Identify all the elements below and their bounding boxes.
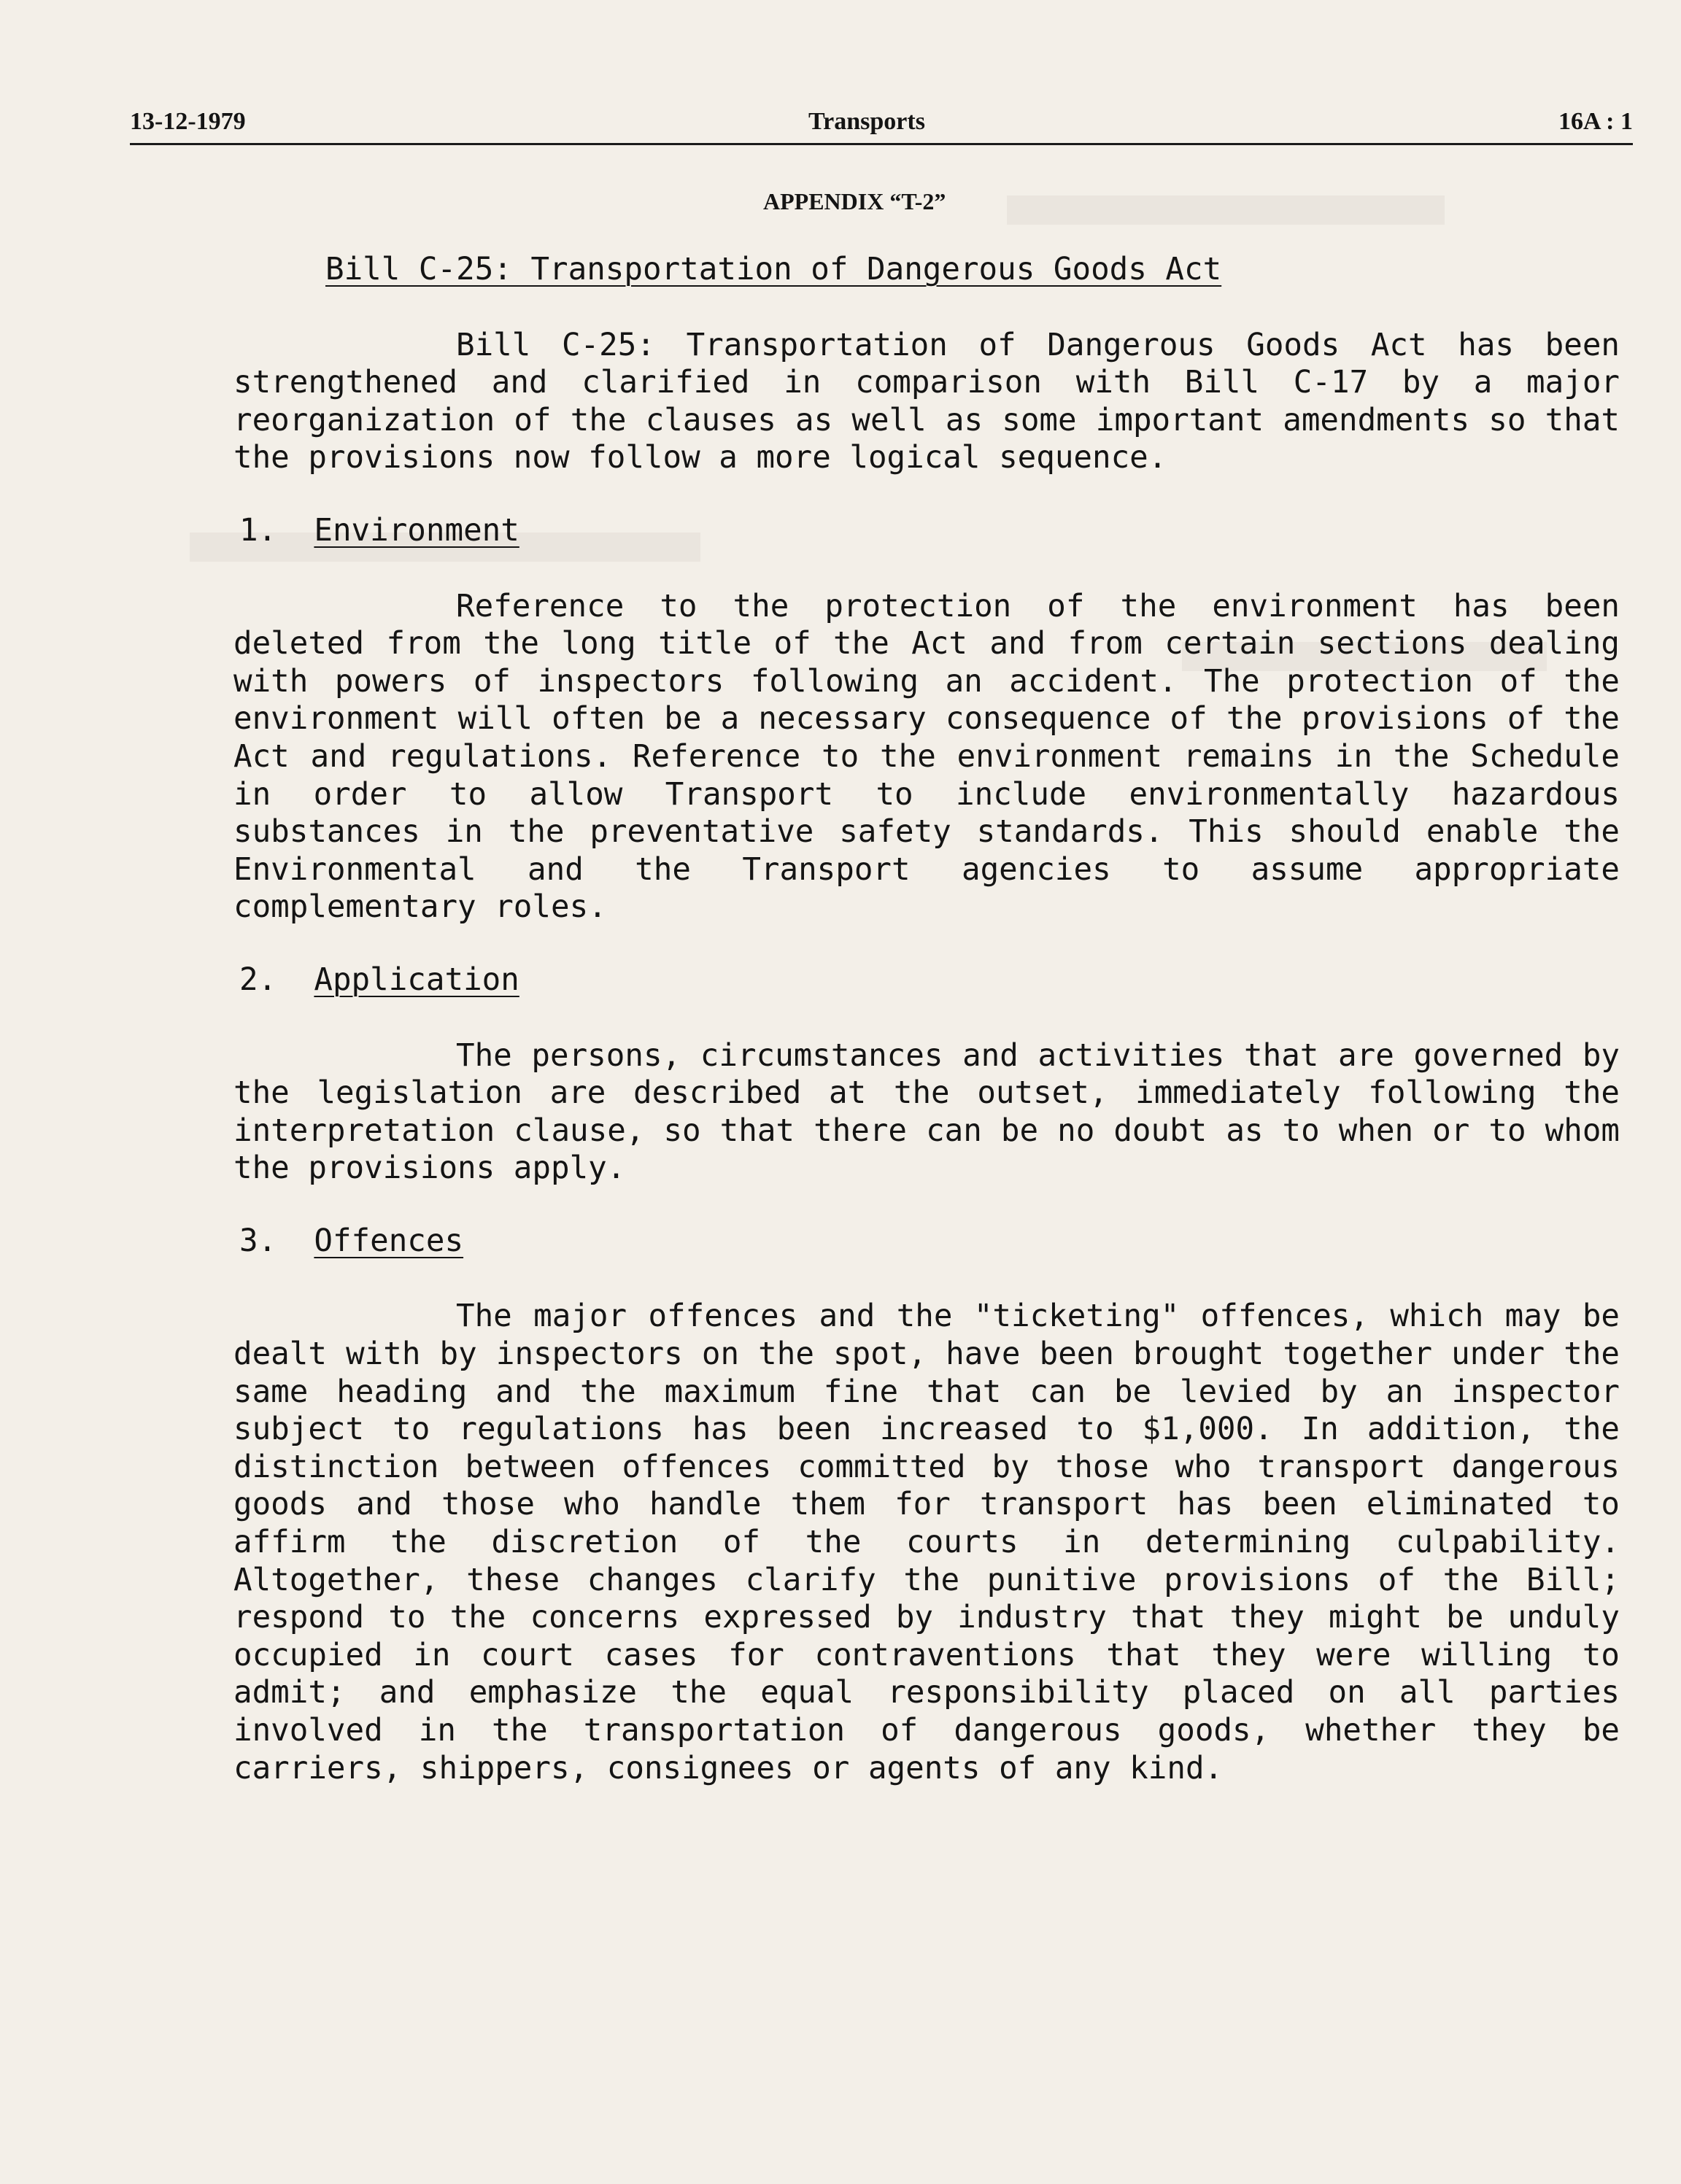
header-title: Transports (808, 108, 925, 135)
show-through-bar (1007, 195, 1445, 225)
section-number: 1. (239, 512, 277, 549)
section-title: Offences (314, 1223, 464, 1259)
appendix-label: APPENDIX “T-2” (763, 188, 946, 214)
section-offences (233, 1223, 1620, 1787)
header-date: 13-12-1979 (130, 108, 246, 135)
section-application (233, 961, 1620, 1188)
section-number: 3. (239, 1223, 277, 1259)
section-heading (239, 512, 1620, 550)
document-title: Bill C-25: Transportation of Dangerous Goods Act (325, 252, 1222, 287)
document-body (233, 251, 1620, 1787)
header-page-ref: 16A : 1 (1558, 108, 1633, 135)
section-number: 2. (239, 961, 277, 998)
section-paragraph: The persons, circumstances and activities that are governed by the legislation are described at the outset, immediately following the interpretation clause, so that there can be no doubt as to when or to whom the provisions apply. (233, 1037, 1620, 1187)
section-paragraph: The major offences and the "ticketing" offences, which may be dealt with by inspectors on the spot, have been brought together under the same heading and the maximum fine that can be levied by an inspector subject to regulations has been increased to $1,000. In addition, the distinction between offences committed by those who transport dangerous goods and those who handle them for transport has been eliminated to affirm the discretion of the courts in determining culpability. Altogether, these changes clarify the punitive provisions of the Bill; respond to the concerns expressed by industry that they might be unduly occupied in court cases for contraventions that they were willing to admit; and emphasize the equal responsibility placed on all parties involved in the transportation of dangerous goods, whether they be carriers, shippers, consignees or agents of any kind. (233, 1298, 1620, 1786)
section-title: Environment (314, 512, 519, 549)
section-environment (233, 512, 1620, 926)
header-rule (130, 143, 1633, 145)
intro-paragraph: Bill C-25: Transportation of Dangerous Goods Act has been strengthened and clarified in comparison with Bill C-17 by a major reorganization of the clauses as well as some important amendments so that the provisions now follow a more logical sequence. (233, 327, 1620, 476)
running-header-row (130, 105, 1633, 142)
section-title: Application (314, 961, 519, 998)
section-heading (239, 1223, 1620, 1261)
section-heading (239, 961, 1620, 999)
section-paragraph: Reference to the protection of the environment has been deleted from the long title of the Act and from certain sections dealing with powers of inspectors following an accident. The protection of the environment will often be a necessary consequence of the provisions of the Act and regulations. Reference to the environment remains in the Schedule in order to allow Transport to include environmentally hazardous substances in the preventative safety standards. This should enable the Environmental and the Transport agencies to assume appropriate complementary roles. (233, 588, 1620, 926)
